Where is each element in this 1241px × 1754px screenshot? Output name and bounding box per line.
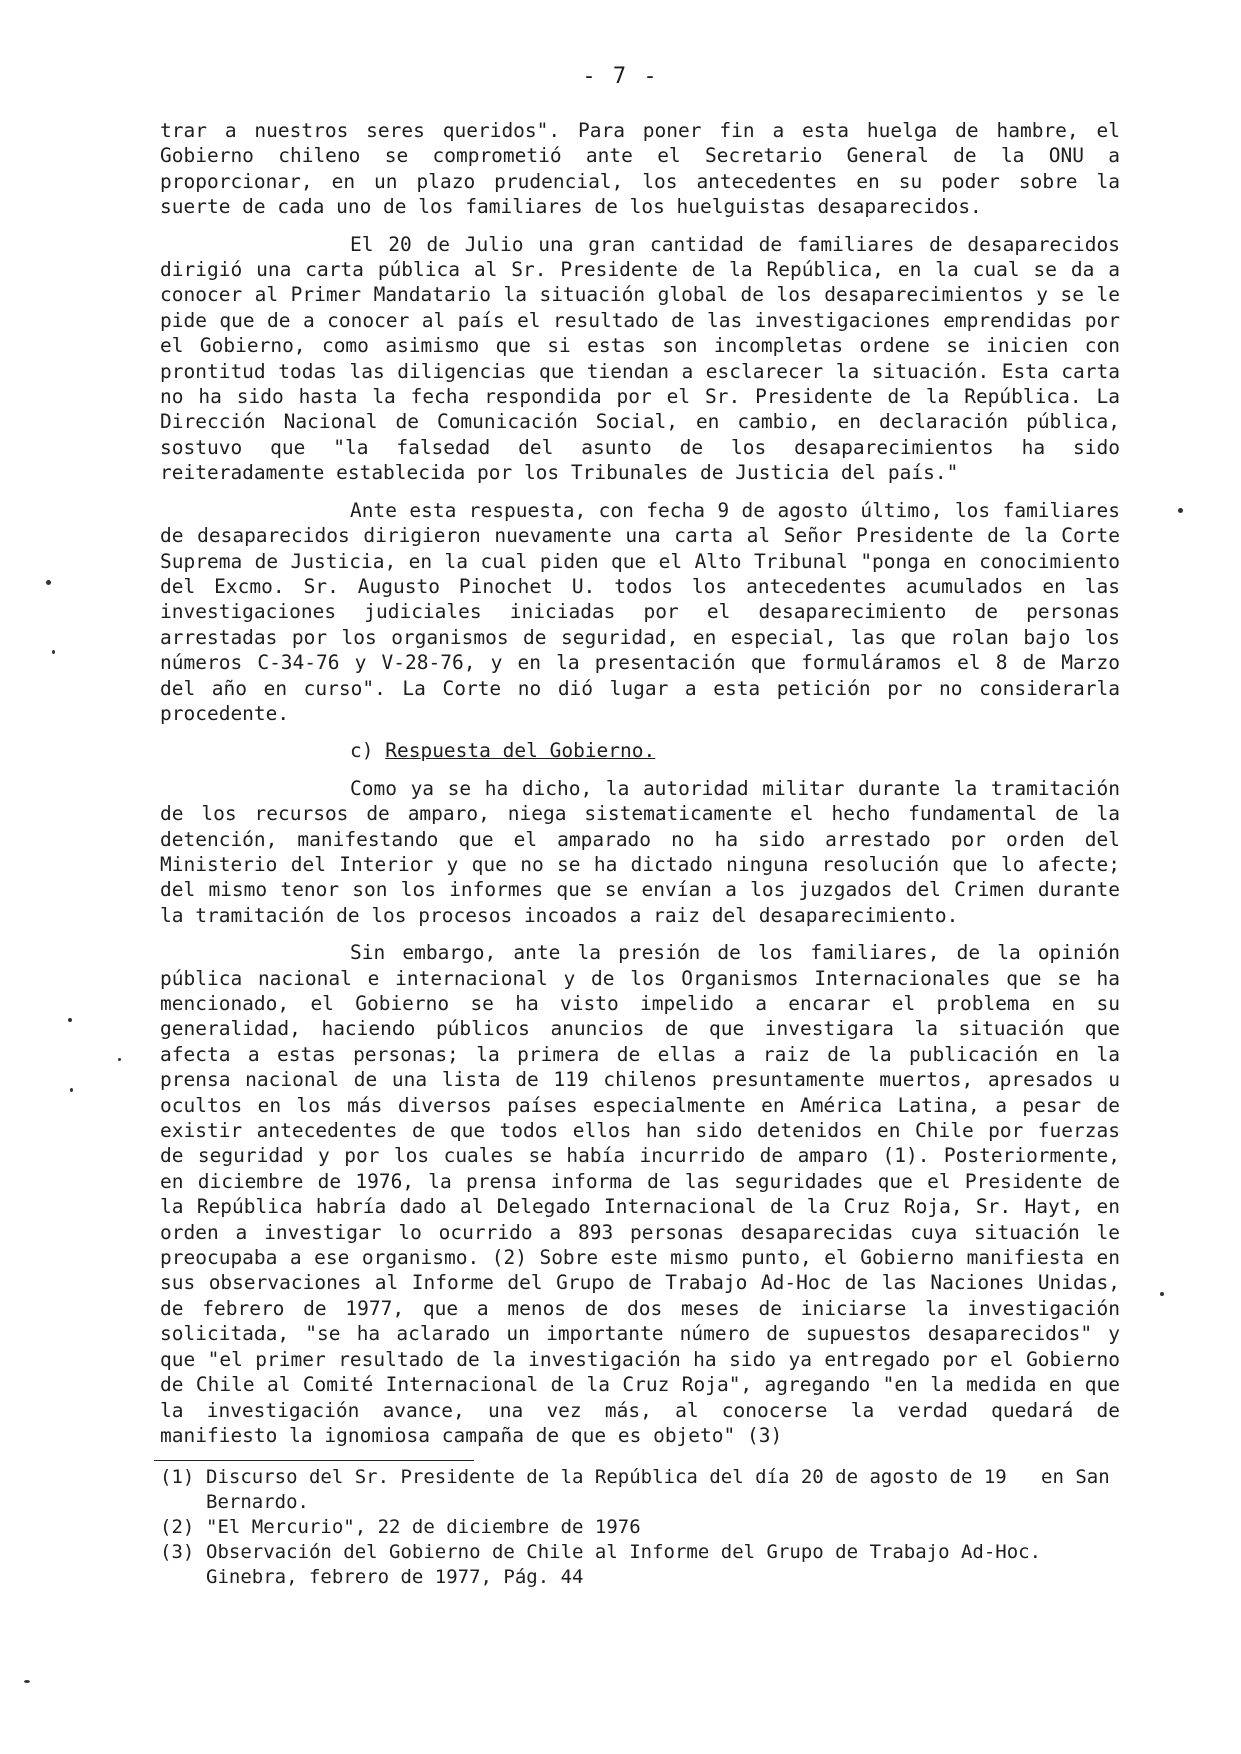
section-heading <box>160 738 1120 763</box>
scan-speck <box>1178 508 1183 513</box>
scan-speck <box>46 580 51 585</box>
footnote-text: Observación del Gobierno de Chile al Informe del Grupo de Trabajo Ad-Hoc. Ginebra, febrero de 1977, Pág. 44 <box>206 1541 1042 1589</box>
page-number: - 7 - <box>582 64 659 89</box>
section-title: Respuesta del Gobierno. <box>385 739 656 763</box>
footnote-2 <box>160 1515 1120 1540</box>
scan-speck <box>24 1680 30 1683</box>
footnotes <box>160 1465 1120 1590</box>
scan-speck <box>68 1018 72 1022</box>
document-body <box>160 118 1120 1590</box>
paragraph-1: trar a nuestros seres queridos". Para poner fin a esta huelga de hambre, el Gobierno chileno se comprometió ante el Secretario General de la ONU a proporcionar, en un plazo prudencial, los antecedentes en su poder sobre la suerte de cada uno de los familiares de los huelguistas desaparecidos. <box>160 119 1120 219</box>
footnote-1 <box>160 1465 1120 1515</box>
scan-speck <box>70 1088 73 1092</box>
footnote-number: (1) <box>160 1466 195 1489</box>
paragraph-5: Sin embargo, ante la presión de los familiares, de la opinión pública nacional e internacional y de los Organismos Internacionales que se ha mencionado, el Gobierno se ha visto impelido a encarar el problema en su generalidad, haciendo públicos anuncios de que investigara la situación que afecta a estas personas; la primera de ellas a raiz de la publicación en la prensa nacional de una lista de 119 chilenos presuntamente muertos, apresados u ocultos en los más diversos países especialmente en América Latina, a pesar de existir antecedentes de que todos ellos han sido detenidos en Chile por fuerzas de seguridad y por los cuales se había incurrido de amparo (1). Posteriormente, en diciembre de 1976, la prensa informa de las seguridades que el Presidente de la República habría dado al Delegado Internacional de la Cruz Roja, Sr. Hayt, en orden a investigar lo ocurrido a 893 personas desaparecidas cuya situación le preocupaba a ese organismo. (2) Sobre este mismo punto, el Gobierno manifiesta en sus observaciones al Informe del Grupo de Trabajo Ad-Hoc de las Naciones Unidas, de febrero de 1977, que a menos de dos meses de iniciarse la investigación solicitada, "se ha aclarado un importante número de supuestos desaparecidos" y que "el primer resultado de la investigación ha sido ya entregado por el Gobierno de Chile al Comité Internacional de la Cruz Roja", agregando "en la medida en que la investigación avance, una vez más, al conocerse la verdad quedará de manifiesto la ignomiosa campaña de que es objeto" (3) <box>160 941 1120 1447</box>
scan-speck <box>1160 1292 1164 1296</box>
section-letter: c) <box>350 739 374 763</box>
scan-speck <box>52 650 55 654</box>
footnote-separator <box>154 1460 474 1461</box>
paragraph-4: Como ya se ha dicho, la autoridad militar durante la tramitación de los recursos de amparo, niega sistematicamente el hecho fundamental de la detención, manifestando que el amparado no ha sido arrestado por orden del Ministerio del Interior y que no se ha dictado ninguna resolución que lo afecte; del mismo tenor son los informes que se envían a los juzgados del Crimen durante la tramitación de los procesos incoados a raiz del desaparecimiento. <box>160 776 1120 927</box>
footnote-text: Discurso del Sr. Presidente de la República del día 20 de agosto de 19 en San Bernardo. <box>206 1466 1110 1514</box>
paragraph-2: El 20 de Julio una gran cantidad de familiares de desaparecidos dirigió una carta pública al Sr. Presidente de la República, en la cual se da a conocer al Primer Mandatario la situación global de los desaparecimientos y se le pide que de a conocer al país el resultado de las investigaciones emprendidas por el Gobierno, como asimismo que si estas son incompletas ordene se inicien con prontitud todas las diligencias que tiendan a esclarecer la situación. Esta carta no ha sido hasta la fecha respondida por el Sr. Presidente de la República. La Dirección Nacional de Comunicación Social, en cambio, en declaración pública, sostuvo que "la falsedad del asunto de los desaparecimientos ha sido reiteradamente establecida por los Tribunales de Justicia del país." <box>160 232 1120 485</box>
footnote-number: (2) <box>160 1516 195 1539</box>
footnote-text: "El Mercurio", 22 de diciembre de 1976 <box>206 1516 641 1539</box>
paragraph-3: Ante esta respuesta, con fecha 9 de agosto último, los familiares de desaparecidos dirigieron nuevamente una carta al Señor Presidente de la Corte Suprema de Justicia, en la cual piden que el Alto Tribunal "ponga en conocimiento del Excmo. Sr. Augusto Pinochet U. todos los antecedentes acumulados en las investigaciones judiciales iniciadas por el desaparecimiento de personas arrestadas por los organismos de seguridad, en especial, las que rolan bajo los números C-34-76 y V-28-76, y en la presentación que formuláramos el 8 de Marzo del año en curso". La Corte no dió lugar a esta petición por no considerarla procedente. <box>160 498 1120 725</box>
footnote-3 <box>160 1540 1120 1590</box>
footnote-number: (3) <box>160 1541 195 1564</box>
scan-speck <box>118 1058 121 1061</box>
